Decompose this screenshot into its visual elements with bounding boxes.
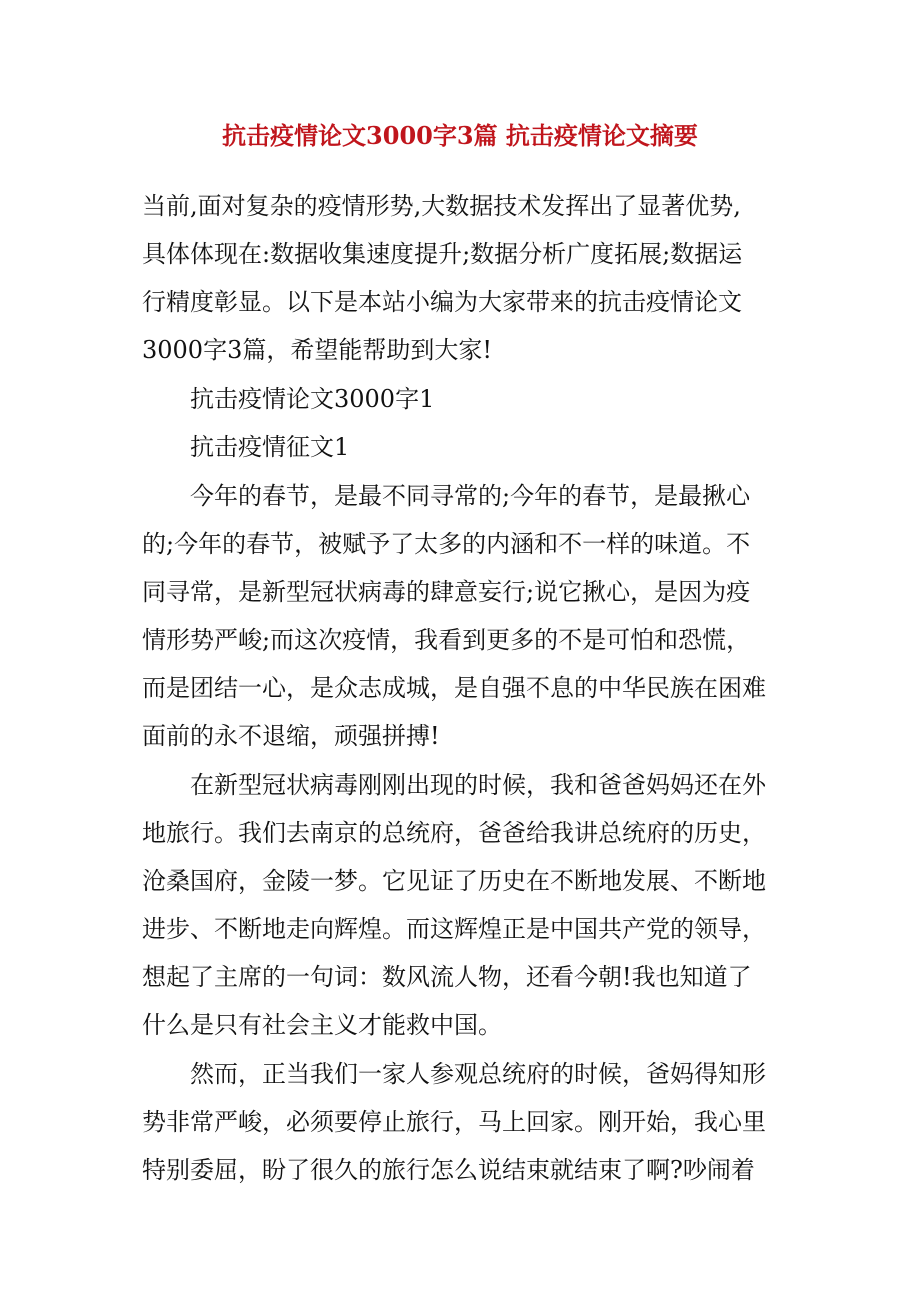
paragraph-line: 3000字3篇，希望能帮助到大家! — [142, 336, 492, 364]
paragraph-line: 进步、不断地走向辉煌。而这辉煌正是中国共产党的领导， — [142, 915, 766, 943]
paragraph-line: 什么是只有社会主义才能救中国。 — [142, 1011, 502, 1039]
document-title: 抗击疫情论文3000字3篇 抗击疫情论文摘要 — [222, 121, 698, 150]
paragraph-line: 然而，正当我们一家人参观总统府的时候，爸妈得知形 — [190, 1060, 766, 1088]
paragraph-line: 具体体现在:数据收集速度提升;数据分析广度拓展;数据运 — [142, 240, 743, 268]
paragraph-line: 面前的永不退缩，顽强拼搏! — [142, 722, 440, 750]
paragraph-line: 特别委屈，盼了很久的旅行怎么说结束就结束了啊?吵闹着 — [142, 1156, 755, 1184]
paragraph-line: 势非常严峻，必须要停止旅行，马上回家。刚开始，我心里 — [142, 1108, 766, 1136]
paragraph-line: 同寻常，是新型冠状病毒的肆意妄行;说它揪心，是因为疫 — [142, 578, 751, 606]
paragraph-line: 沧桑国府，金陵一梦。它见证了历史在不断地发展、不断地 — [142, 867, 766, 895]
section-heading: 抗击疫情论文3000字1 — [190, 385, 435, 413]
paragraph-line: 的;今年的春节，被赋予了太多的内涵和不一样的味道。不 — [142, 530, 751, 558]
paragraph-line: 在新型冠状病毒刚刚出现的时候，我和爸爸妈妈还在外 — [190, 771, 766, 799]
section-subheading: 抗击疫情征文1 — [190, 433, 350, 461]
paragraph-line: 而是团结一心，是众志成城，是自强不息的中华民族在困难 — [142, 674, 766, 702]
paragraph-line: 当前,面对复杂的疫情形势,大数据技术发挥出了显著优势, — [142, 192, 741, 220]
paragraph-line: 行精度彰显。以下是本站小编为大家带来的抗击疫情论文 — [142, 288, 742, 316]
paragraph-line: 情形势严峻;而这次疫情，我看到更多的不是可怕和恐慌， — [142, 626, 751, 654]
paragraph-line: 想起了主席的一句词：数风流人物，还看今朝!我也知道了 — [142, 963, 752, 991]
paragraph-line: 地旅行。我们去南京的总统府，爸爸给我讲总统府的历史， — [142, 819, 766, 847]
paragraph-line: 今年的春节，是最不同寻常的;今年的春节，是最揪心 — [190, 482, 751, 510]
